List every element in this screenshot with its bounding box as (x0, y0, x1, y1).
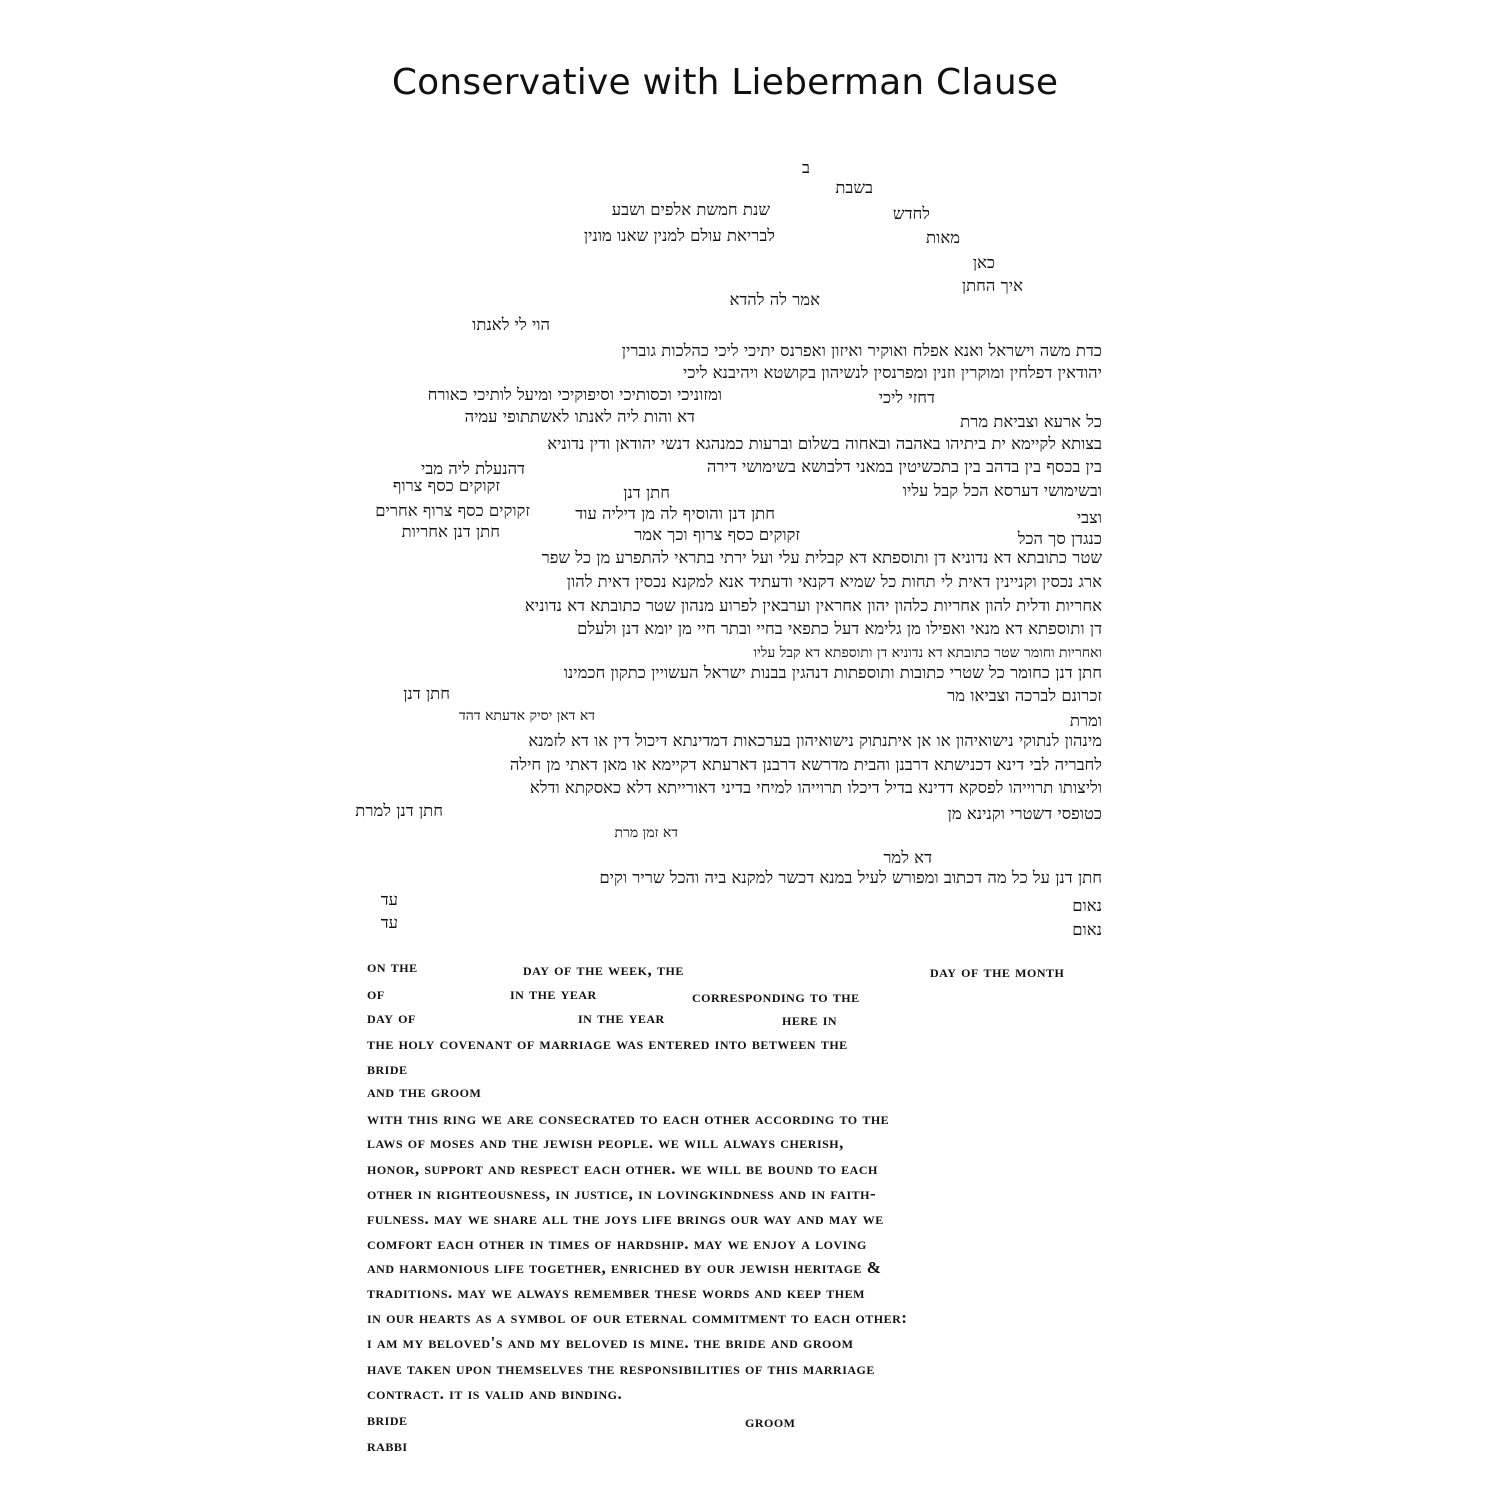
hebrew-line: חתן דנן (403, 684, 450, 703)
hebrew-line: זקוקים כסף צרוף אחרים (375, 501, 530, 520)
hebrew-line: חתן דנן למרת (355, 801, 443, 820)
hebrew-line: וליצותו תרוייהו לפסקא דדינא בדיל דיכלו תרוייהו למיחי בדיני דאורייתא דלא כאסקתא ודלא (529, 778, 1102, 797)
english-line: on the (367, 957, 418, 976)
hebrew-line: מינהון לנתוקי נישואיהון או אן איתנתוק נישואיהון בערכאות דמדינתא דיכול דין או דא לזמנא (528, 731, 1102, 750)
english-line: i am my beloved's and my beloved is mine. the bride and groom (367, 1333, 854, 1352)
english-line: in our hearts as a symbol of our eternal commitment to each other: (367, 1308, 908, 1327)
hebrew-line: אחריות ודלית להון אחריות כלהון יהון אחראין וערבאין לפרוע מנהון שטר כתובתא דא נדוניא (524, 596, 1102, 615)
hebrew-line: כטופסי דשטרי וקנינא מן (947, 804, 1102, 823)
english-line: here in (782, 1010, 838, 1029)
hebrew-line: דחזי ליכי (878, 388, 935, 407)
english-line: groom (745, 1412, 796, 1431)
english-line: and the groom (367, 1082, 482, 1101)
hebrew-line: דא זמן מרת (614, 825, 678, 841)
english-line: traditions. may we always remember these words and keep them (367, 1283, 865, 1302)
hebrew-line: לבריאת עולם למנין שאנו מונין (583, 226, 775, 245)
english-line: honor, support and respect each other. we will be bound to each (367, 1159, 878, 1178)
hebrew-line: לחבריה לבי דינא דכנישתא דרבנן והבית מדרשא דרבנן דארעתא דקיימא או מאן דאתי מן חילה (509, 755, 1102, 774)
english-line: the holy covenant of marriage was entered into between the (367, 1034, 848, 1053)
hebrew-line: ומרת (1069, 711, 1102, 730)
english-line: fulness. may we share all the joys life brings our way and may we (367, 1209, 884, 1228)
hebrew-line: יהודאין דפלחין ומוקרין וזנין ומפרנסין לנשיהון בקושטא ויהיבנא ליכי (683, 363, 1102, 382)
hebrew-line: ואחריות וחומר שטר כתובתא דא נדוניא דן ותוספתא דא קבל עליו (753, 645, 1102, 661)
english-line: other in righteousness, in justice, in lovingkindness and in faith- (367, 1184, 877, 1203)
hebrew-line: חתן דנן אחריות (401, 522, 500, 541)
hebrew-line: מאות (926, 228, 960, 247)
english-line: corresponding to the (692, 987, 860, 1006)
hebrew-line: שטר כתובתא דא נדוניא דן ותוספתא דא קבלית עלי ועל ירתי בתראי להתפרע מן כל שפר (541, 548, 1102, 567)
hebrew-line: דא והות ליה לאנתו לאשתתופי עמיה (464, 407, 695, 426)
hebrew-line: עד (380, 890, 398, 909)
hebrew-line: חתן דנן על כל מה דכתוב ומפורש לעיל במנא דכשר למקנא ביה והכל שריר וקים (599, 868, 1102, 887)
hebrew-line: ומזוניכי וכסותיכי וסיפוקיכי ומיעל לותיכי כאורח (427, 385, 722, 404)
hebrew-line: בצותא לקיימא ית ביתיהו באהבה ובאחוה בשלום וברעות כמנהגא דנשי יהודאן ודין נדוניא (547, 434, 1102, 453)
english-line: have taken upon themselves the responsibilities of this marriage (367, 1359, 875, 1378)
english-line: in the year (510, 984, 597, 1003)
hebrew-line: נאום (1072, 920, 1102, 939)
english-line: bride (367, 1410, 408, 1429)
english-line: in the year (578, 1008, 665, 1027)
hebrew-line: ב (802, 158, 810, 177)
hebrew-line: ארג נכסין וקניינין דאית לי תחות כל שמיא דקנאי ודעתיד אנא למקנא נכסין דאית להון (566, 572, 1102, 591)
english-line: contract. it is valid and binding. (367, 1384, 623, 1403)
english-line: day of (367, 1008, 416, 1027)
hebrew-line: זקוקים כסף צרוף (392, 476, 500, 495)
english-line: day of the month (930, 962, 1065, 981)
hebrew-line: דא דאן יסיק אדעתא דהד (459, 708, 595, 724)
english-line: of (367, 984, 385, 1003)
hebrew-line: דא למר (883, 848, 932, 867)
hebrew-line: חתן דנן (623, 483, 670, 502)
hebrew-line: דהנעלת ליה מבי (421, 459, 525, 478)
english-line: comfort each other in times of hardship. may we enjoy a loving (367, 1234, 867, 1253)
english-line: with this ring we are consecrated to each other according to the (367, 1109, 890, 1128)
hebrew-line: כדת משה וישראל ואנא אפלח ואוקיר ואיזון ואפרנס יתיכי ליכי כהלכות גוברין (621, 341, 1102, 360)
hebrew-line: חתן דנן כחומר כל שטרי כתובות ותוספתות דנהגין בבנות ישראל העשויין כתקון חכמינו (563, 663, 1102, 682)
page-title: Conservative with Lieberman Clause (391, 62, 1059, 103)
hebrew-line: דן ותוספתא דא מנאי ואפילו מן גלימא דעל כתפאי בחיי ובתר חיי מן יומא דנן ולעלם (577, 619, 1102, 638)
hebrew-line: נאום (1072, 896, 1102, 915)
hebrew-line: כנגדן סך הכל (1017, 529, 1102, 548)
hebrew-line: הוי לי לאנתו (472, 315, 550, 334)
english-line: bride (367, 1059, 408, 1078)
hebrew-line: ובשימושי דערסא הכל קבל עליו (902, 481, 1102, 500)
hebrew-line: איך החתן (961, 276, 1023, 295)
hebrew-line: חתן דנן והוסיף לה מן דיליה עוד (575, 504, 775, 523)
hebrew-line: עד (380, 913, 398, 932)
english-line: rabbi (367, 1436, 408, 1455)
hebrew-line: וצבי (1076, 508, 1102, 527)
english-line: laws of moses and the jewish people. we will always cherish, (367, 1133, 844, 1152)
hebrew-line: זכרונם לברכה וצביאו מר (947, 686, 1102, 705)
hebrew-line: בשבת (835, 178, 873, 197)
english-line: and harmonious life together, enriched by our jewish heritage & (367, 1258, 882, 1277)
hebrew-line: זקוקים כסף צרוף וכך אמר (634, 525, 800, 544)
hebrew-line: בין בכסף בין בדהב בין בתכשיטין במאני דלבושא בשימושי דירה (706, 457, 1102, 476)
hebrew-line: אמר לה להדא (729, 290, 820, 309)
hebrew-line: כאן (972, 253, 995, 272)
hebrew-line: שנת חמשת אלפים ושבע (611, 200, 770, 219)
english-line: day of the week, the (523, 960, 684, 979)
hebrew-line: כל ארעא וצביאת מרת (960, 412, 1102, 431)
hebrew-line: לחדש (892, 204, 930, 223)
